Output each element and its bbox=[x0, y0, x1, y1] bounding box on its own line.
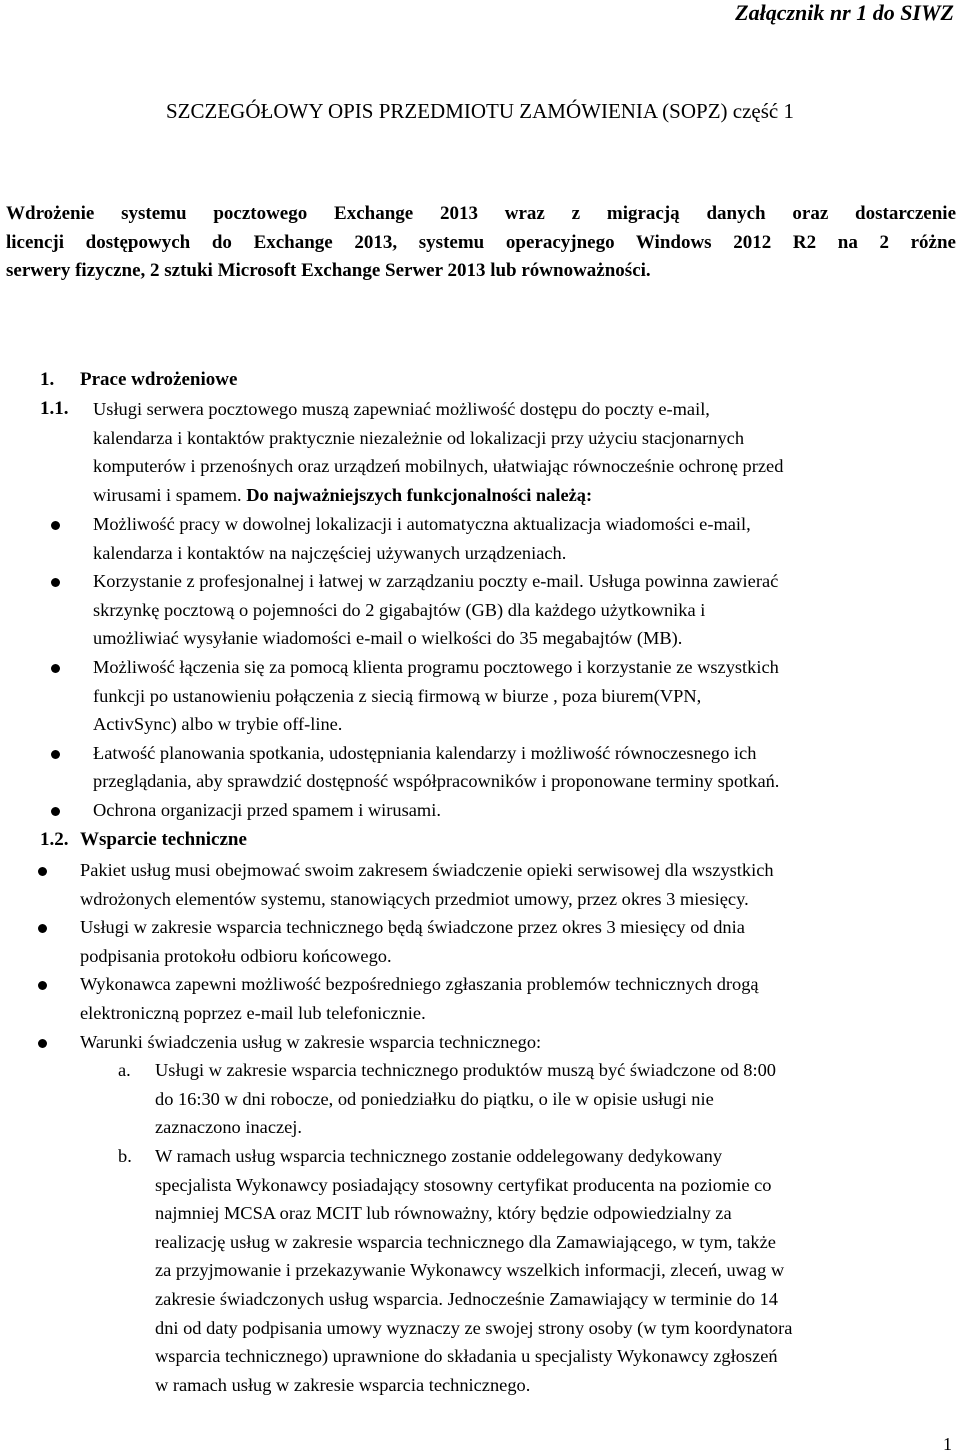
subject-line: Wdrożenie systemu pocztowego Exchange 2013 wraz z migracją danych oraz dostarczenie bbox=[6, 203, 956, 224]
page-number: 1 bbox=[943, 1434, 952, 1454]
section-1-2-heading bbox=[40, 826, 247, 854]
sublist-line: do 16:30 w dni robocze, od poniedziałku do piątku, o ile w opisie usługi nie bbox=[155, 1088, 714, 1109]
list-item bbox=[0, 1028, 960, 1057]
sublist-line: w ramach usług w zakresie wsparcia technicznego. bbox=[155, 1374, 531, 1395]
sublist-line: zaznaczono inaczej. bbox=[155, 1117, 303, 1138]
subsection-1-1 bbox=[40, 395, 960, 509]
section-title: Wsparcie techniczne bbox=[80, 829, 247, 850]
subject-line: licencji dostępowych do Exchange 2013, systemu operacyjnego Windows 2012 R2 na 2 różne bbox=[6, 231, 956, 253]
sublist-line: najmniej MCSA oraz MCIT lub równoważny, który będzie odpowiedzialny za bbox=[155, 1203, 732, 1224]
sublist-line: dni od daty podpisania umowy wyznaczy ze swojej strony osoby (w tym koordynatora bbox=[155, 1317, 793, 1338]
list-item-line: umożliwiać wysyłanie wiadomości e-mail o wielkości do 35 megabajtów (MB). bbox=[93, 628, 683, 649]
list-item-line: Pakiet usług musi obejmować swoim zakresem świadczenie opieki serwisowej dla wszystkich bbox=[80, 860, 774, 880]
list-item bbox=[0, 970, 960, 1027]
list-item-line: Usługi w zakresie wsparcia technicznego będą świadczone przez okres 3 miesięcy od dnia bbox=[80, 917, 745, 938]
section-1-heading bbox=[40, 366, 237, 394]
bullet-icon bbox=[51, 664, 60, 673]
paragraph-line: komputerów i przenośnych oraz urządzeń mobilnych, ułatwiając równocześnie ochronę przed bbox=[93, 456, 784, 477]
list-item-line: funkcji po ustanowieniu połączenia z siecią firmową w biurze , poza biurem(VPN, bbox=[93, 685, 702, 706]
section-title: Prace wdrożeniowe bbox=[80, 369, 238, 390]
sublist-line: Usługi w zakresie wsparcia technicznego produktów muszą być świadczone od 8:00 bbox=[155, 1060, 776, 1081]
bullet-icon bbox=[38, 981, 47, 990]
bullet-icon bbox=[51, 578, 60, 587]
attachment-label: Załącznik nr 1 do SIWZ bbox=[735, 0, 954, 25]
bullet-icon bbox=[51, 807, 60, 816]
sublist-line: wsparcia technicznego) uprawnione do składania u specjalisty Wykonawcy zgłoszeń bbox=[155, 1346, 778, 1367]
list-item-line: Korzystanie z profesjonalnej i łatwej w zarządzaniu poczty e-mail. Usługa powinna zawierać bbox=[93, 571, 779, 592]
list-item-line: skrzynkę pocztową o pojemności do 2 gigabajtów (GB) dla każdego użytkownika i bbox=[93, 599, 706, 620]
sublist-item bbox=[0, 1056, 960, 1142]
list-item-line: ActivSync) albo w trybie off-line. bbox=[93, 714, 343, 735]
list-item-line: Warunki świadczenia usług w zakresie wsparcia technicznego: bbox=[80, 1031, 542, 1052]
list-item-line: przeglądania, aby sprawdzić dostępność współpracowników i proponowane terminy spotkań. bbox=[93, 771, 780, 792]
support-list bbox=[0, 856, 960, 1399]
list-item bbox=[0, 856, 960, 913]
list-item-line: Łatwość planowania spotkania, udostępniania kalendarzy i możliwość równoczesnego ich bbox=[93, 742, 757, 763]
list-item-line: Możliwość łączenia się za pomocą klienta programu pocztowego i korzystanie ze wszystkich bbox=[93, 656, 779, 677]
list-item bbox=[0, 510, 960, 567]
bullet-icon bbox=[51, 521, 60, 530]
conditions-sublist bbox=[0, 1056, 960, 1399]
sublist-item bbox=[0, 1142, 960, 1399]
sublist-letter: a. bbox=[118, 1060, 131, 1081]
paragraph-line-bold: Do najważniejszych funkcjonalności należą: bbox=[246, 484, 593, 505]
section-number: 1.2. bbox=[40, 829, 69, 850]
paragraph-line: wirusami i spamem. bbox=[93, 484, 242, 505]
bullet-icon bbox=[38, 924, 47, 933]
sublist-line: zakresie świadczonych usług wsparcia. Jednocześnie Zamawiający w terminie do 14 bbox=[155, 1288, 779, 1309]
list-item-line: Ochrona organizacji przed spamem i wirusami. bbox=[93, 799, 441, 820]
functionality-list bbox=[0, 510, 960, 825]
subsection-number: 1.1. bbox=[40, 398, 69, 419]
list-item bbox=[0, 913, 960, 970]
sublist-line: realizację usług w zakresie wsparcia technicznego dla Zamawiającego, w tym, także bbox=[155, 1231, 776, 1252]
sublist-line: za przyjmowanie i przekazywanie Wykonawcy wszelkich informacji, zleceń, uwag w bbox=[155, 1260, 785, 1281]
sublist-letter: b. bbox=[118, 1145, 132, 1166]
list-item-line: podpisania protokołu odbioru końcowego. bbox=[80, 945, 392, 966]
list-item-line: Możliwość pracy w dowolnej lokalizacji i automatyczna aktualizacja wiadomości e-mail, bbox=[93, 514, 751, 534]
subject-line: serwery fizyczne, 2 sztuki Microsoft Exchange Serwer 2013 lub równoważności. bbox=[6, 260, 651, 281]
paragraph-line: kalendarza i kontaktów praktycznie niezależnie od lokalizacji przy użyciu stacjonarnych bbox=[93, 427, 745, 448]
list-item-line: wdrożonych elementów systemu, stanowiących przedmiot umowy, przez okres 3 miesięcy. bbox=[80, 888, 749, 909]
paragraph-line: Usługi serwera pocztowego muszą zapewniać możliwość dostępu do poczty e-mail, bbox=[93, 399, 710, 419]
sublist-line: specjalista Wykonawcy posiadający stosowny certyfikat producenta na poziomie co bbox=[155, 1174, 772, 1195]
subject-paragraph bbox=[6, 200, 956, 286]
bullet-icon bbox=[51, 750, 60, 759]
bullet-icon bbox=[38, 1039, 47, 1048]
document-title: SZCZEGÓŁOWY OPIS PRZEDMIOTU ZAMÓWIENIA (SOPZ) część 1 bbox=[166, 99, 794, 123]
section-number: 1. bbox=[40, 369, 55, 390]
list-item-line: Wykonawca zapewni możliwość bezpośredniego zgłaszania problemów technicznych drogą bbox=[80, 974, 759, 995]
list-item bbox=[0, 567, 960, 653]
list-item bbox=[0, 653, 960, 739]
list-item bbox=[0, 796, 960, 825]
list-item bbox=[0, 739, 960, 796]
list-item-line: kalendarza i kontaktów na najczęściej używanych urządzeniach. bbox=[93, 542, 567, 563]
bullet-icon bbox=[38, 867, 47, 876]
sublist-line: W ramach usług wsparcia technicznego zostanie oddelegowany dedykowany bbox=[155, 1145, 723, 1166]
list-item-line: elektroniczną poprzez e-mail lub telefonicznie. bbox=[80, 1002, 426, 1023]
